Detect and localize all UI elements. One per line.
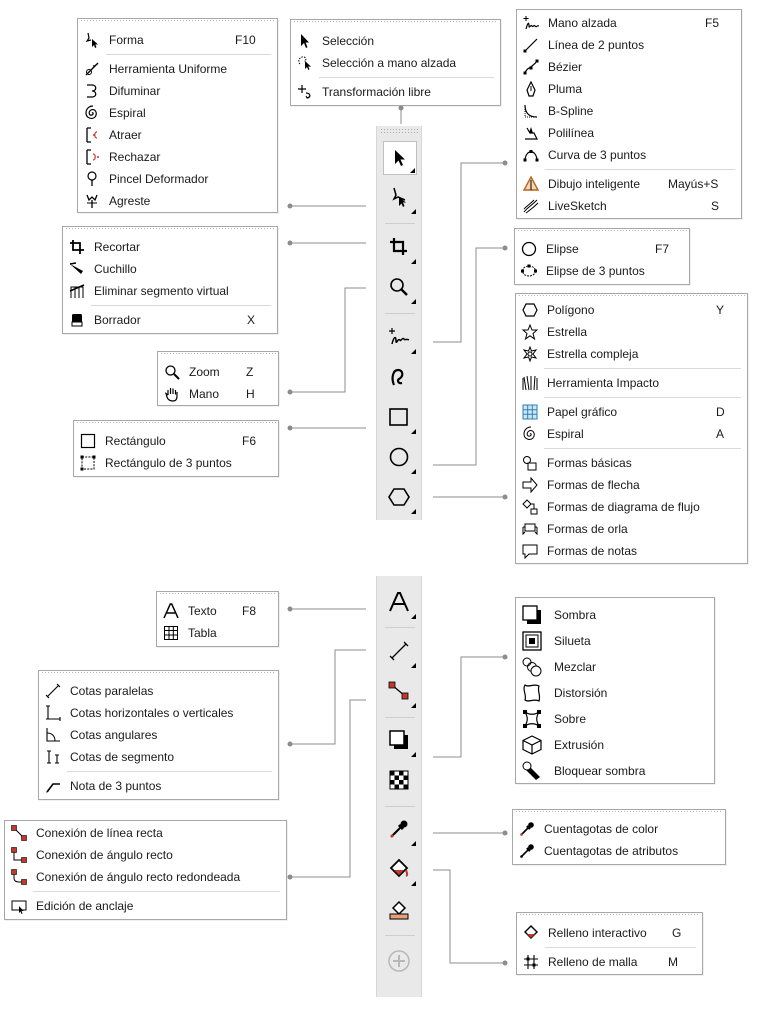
virtual-segment-delete-icon (69, 283, 85, 299)
menu-item-label: Edición de anclaje (36, 899, 134, 913)
rectangle-tools-menu (73, 420, 279, 477)
freehand-icon (388, 326, 410, 348)
mesh-fill-icon (523, 954, 539, 970)
menu-item-forma[interactable] (78, 29, 277, 51)
menu-item-poligono[interactable] (516, 299, 747, 321)
graph-paper-icon (522, 404, 538, 420)
block-shadow-icon (522, 761, 542, 781)
ellipse-tool[interactable] (383, 441, 417, 475)
smear-icon (84, 83, 100, 99)
rectangle-icon (80, 433, 96, 449)
menu-item-formas-orla[interactable] (516, 518, 747, 540)
menu-item-relleno-interactivo[interactable] (517, 922, 702, 944)
menu-item-cotas-angulares[interactable] (39, 724, 278, 746)
menu-item-silueta[interactable] (516, 628, 714, 654)
menu-separator (544, 397, 741, 398)
attract-icon (84, 127, 100, 143)
menu-item-shortcut: Mayús+S (668, 177, 719, 191)
menu-item-label: Elipse (546, 242, 579, 256)
three-point-ellipse-icon (521, 263, 537, 279)
toolbox-separator (385, 935, 415, 936)
smudge-brush-icon (84, 171, 100, 187)
menu-item-cotas-paralelas[interactable] (39, 680, 278, 702)
free-transform-icon (297, 84, 313, 100)
eyedropper-tools-menu (512, 809, 726, 865)
text-tools-menu (156, 591, 279, 647)
menu-item-label: Elipse de 3 puntos (546, 264, 645, 278)
menu-item-mano-alzada[interactable] (517, 12, 741, 34)
envelope-icon (522, 709, 542, 729)
polyline-icon (523, 125, 539, 141)
toolbox-separator (385, 627, 415, 628)
checkerboard-icon (388, 769, 410, 791)
twirl-icon (84, 105, 100, 121)
hand-pan-icon (164, 386, 180, 402)
arrow-cursor-icon (389, 147, 411, 169)
menu-item-label: Formas de diagrama de flujo (547, 500, 700, 514)
transparency-tool[interactable] (383, 764, 417, 798)
two-point-line-icon (523, 37, 539, 53)
rounded-right-angle-connector-icon (11, 869, 27, 885)
interactive-fill-tool[interactable] (383, 853, 417, 887)
menu-item-label: Cuchillo (94, 262, 137, 276)
rectangle-icon (388, 406, 410, 428)
knife-icon (69, 261, 85, 277)
color-eyedropper-tool[interactable] (383, 813, 417, 847)
artistic-media-tool[interactable] (383, 361, 417, 395)
eraser-icon (69, 312, 85, 328)
toolbox-separator (385, 806, 415, 807)
angular-dimension-icon (45, 727, 61, 743)
menu-item-label: Bloquear sombra (554, 764, 646, 778)
menu-separator (106, 54, 271, 55)
menu-item-espiral[interactable] (78, 102, 277, 124)
menu-item-sobre[interactable] (516, 706, 714, 732)
menu-item-shortcut: G (672, 926, 682, 940)
menu-item-label: Herramienta Impacto (547, 376, 660, 390)
menu-item-label: Formas de orla (547, 522, 628, 536)
ellipse-icon (388, 446, 410, 468)
menu-item-papel-grafico[interactable] (516, 401, 747, 423)
smart-drawing-icon (523, 176, 539, 192)
anchor-edit-icon (11, 898, 27, 914)
menu-item-label: Línea de 2 puntos (548, 38, 645, 52)
livesketch-icon (523, 198, 539, 214)
menu-item-b-spline[interactable] (517, 100, 741, 122)
menu-item-sombra[interactable] (516, 602, 714, 628)
menu-item-nota-3-puntos[interactable] (39, 775, 278, 797)
connector-tool[interactable] (383, 675, 417, 709)
menu-separator (545, 947, 696, 948)
menu-grip (518, 294, 745, 298)
menu-separator (545, 169, 735, 170)
menu-item-conexion-angulo-recto-redondeada[interactable] (5, 866, 286, 888)
menu-item-label: Mano alzada (548, 16, 617, 30)
rectangle-tool[interactable] (383, 401, 417, 435)
menu-item-cotas-horizontales-verticales[interactable] (39, 702, 278, 724)
menu-item-label: Espiral (547, 427, 584, 441)
menu-grip (517, 229, 687, 233)
menu-item-label: Atraer (109, 128, 142, 142)
menu-separator (33, 891, 280, 892)
curve-tools-menu (516, 9, 742, 219)
menu-item-formas-notas[interactable] (516, 540, 747, 562)
menu-item-shortcut: D (716, 405, 725, 419)
menu-item-eliminar-segmento-virtual[interactable] (63, 280, 277, 302)
magnifier-icon (388, 276, 410, 298)
freehand-pick-icon (297, 55, 313, 71)
menu-item-label: Cotas horizontales o verticales (70, 706, 234, 720)
color-eyedropper-icon (519, 821, 535, 837)
smart-fill-icon (388, 898, 410, 920)
menu-item-shortcut: F5 (705, 16, 720, 30)
menu-item-mezclar[interactable] (516, 654, 714, 680)
zoom-tools-menu (157, 351, 279, 406)
menu-item-label: B-Spline (548, 104, 594, 118)
menu-item-pincel-deformador[interactable] (78, 168, 277, 190)
toolbox-separator (385, 223, 415, 224)
menu-item-livesketch[interactable] (517, 195, 741, 217)
crop-icon (69, 239, 85, 255)
menu-item-atraer[interactable] (78, 124, 277, 146)
menu-item-label: Agreste (109, 194, 151, 208)
menu-item-label: Difuminar (109, 84, 161, 98)
polygon-tool[interactable] (383, 481, 417, 515)
connector-icon (388, 680, 410, 702)
menu-item-label: Transformación libre (322, 85, 431, 99)
menu-item-shortcut: M (668, 955, 678, 969)
menu-item-difuminar[interactable] (78, 80, 277, 102)
toolbox-separator (385, 717, 415, 718)
repel-icon (84, 149, 100, 165)
menu-item-label: LiveSketch (548, 199, 607, 213)
menu-item-label: Rechazar (109, 150, 161, 164)
menu-item-seleccion[interactable] (291, 30, 500, 52)
menu-item-label: Extrusión (554, 738, 605, 752)
drop-shadow-icon (522, 605, 542, 625)
freehand-icon (523, 15, 539, 31)
menu-item-shortcut: Z (246, 365, 254, 379)
menu-item-shortcut: H (246, 387, 255, 401)
blend-icon (522, 657, 542, 677)
menu-item-label: Formas de notas (547, 544, 638, 558)
menu-item-label: Selección a mano alzada (322, 56, 457, 70)
menu-item-formas-diagrama-flujo[interactable] (516, 496, 747, 518)
star-icon (522, 324, 538, 340)
menu-item-label: Distorsión (554, 686, 608, 700)
three-point-rectangle-icon (80, 455, 96, 471)
menu-item-formas-basicas[interactable] (516, 452, 747, 474)
menu-item-conexion-angulo-recto[interactable] (5, 844, 286, 866)
menu-item-label: Curva de 3 puntos (548, 148, 647, 162)
ellipse-icon (521, 241, 537, 257)
menu-item-label: Estrella compleja (547, 347, 639, 361)
menu-item-label: Conexión de ángulo recto (36, 848, 173, 862)
drop-shadow-tool[interactable] (383, 724, 417, 758)
toolbox-separator (385, 313, 415, 314)
menu-item-label: Polígono (547, 303, 595, 317)
menu-item-label: Cuentagotas de color (544, 822, 659, 836)
menu-item-label: Estrella (547, 325, 588, 339)
menu-item-label: Papel gráfico (547, 405, 618, 419)
polygon-tools-menu (515, 293, 748, 564)
menu-item-rectangulo-3-puntos[interactable] (74, 452, 278, 474)
roughen-icon (84, 193, 100, 209)
shape-tools-menu (77, 18, 278, 213)
menu-item-label: Formas básicas (547, 456, 632, 470)
bezier-icon (523, 59, 539, 75)
menu-item-conexion-linea-recta[interactable] (5, 822, 286, 844)
connector-tools-menu (4, 820, 287, 920)
menu-item-cotas-segmento[interactable] (39, 746, 278, 768)
text-a-icon (388, 591, 410, 613)
menu-item-label: Cotas angulares (70, 728, 158, 742)
paint-bucket-icon (388, 858, 410, 880)
attributes-eyedropper-icon (519, 843, 535, 859)
paint-bucket-icon (523, 925, 539, 941)
menu-separator (319, 77, 494, 78)
straight-connector-icon (11, 825, 27, 841)
menu-item-cuentagotas-color[interactable] (513, 818, 725, 840)
artistic-media-icon (388, 366, 410, 388)
menu-item-label: Eliminar segmento virtual (94, 284, 229, 298)
menu-item-distorsion[interactable] (516, 680, 714, 706)
menu-item-shortcut: F6 (242, 434, 257, 448)
menu-item-cuentagotas-atributos[interactable] (513, 840, 725, 862)
table-icon (163, 625, 179, 641)
menu-grip (65, 227, 275, 231)
menu-item-label: Selección (322, 34, 375, 48)
menu-item-pluma[interactable] (517, 78, 741, 100)
complex-star-icon (522, 346, 538, 362)
dimension-icon (388, 640, 410, 662)
menu-grip (41, 671, 276, 675)
menu-item-label: Recortar (94, 240, 141, 254)
eyedropper-icon (388, 818, 410, 840)
drop-shadow-icon (388, 729, 410, 751)
smooth-tool-icon (84, 61, 100, 77)
parallel-dimension-icon (45, 683, 61, 699)
menu-item-shortcut: X (247, 313, 256, 327)
distort-icon (522, 683, 542, 703)
menu-item-label: Nota de 3 puntos (70, 779, 162, 793)
menu-grip (160, 352, 276, 356)
menu-item-tabla[interactable] (157, 622, 278, 644)
menu-item-label: Pincel Deformador (109, 172, 209, 186)
menu-item-label: Tabla (188, 626, 217, 640)
menu-item-shortcut: F10 (235, 33, 256, 47)
menu-item-label: Pluma (548, 82, 583, 96)
dimension-tool[interactable] (383, 635, 417, 669)
menu-item-borrador[interactable] (63, 309, 277, 331)
menu-item-shortcut: F8 (242, 604, 257, 618)
menu-item-curva-3-puntos[interactable] (517, 144, 741, 166)
menu-item-label: Borrador (94, 313, 141, 327)
selection-tool[interactable] (383, 141, 417, 175)
menu-separator (67, 771, 272, 772)
menu-item-label: Mezclar (554, 660, 597, 674)
flowchart-icon (522, 499, 538, 515)
three-point-curve-icon (523, 147, 539, 163)
basic-shapes-icon (522, 455, 538, 471)
menu-item-shortcut: S (711, 199, 720, 213)
menu-item-agreste[interactable] (78, 190, 277, 212)
menu-grip (76, 421, 276, 425)
pen-nib-icon (523, 81, 539, 97)
right-angle-connector-icon (11, 847, 27, 863)
menu-item-herramienta-impacto[interactable] (516, 372, 747, 394)
crop-tools-menu (62, 226, 278, 334)
selection-tools-menu (290, 19, 501, 106)
arrow-shape-icon (522, 477, 538, 493)
menu-item-label: Mano (189, 387, 220, 401)
menu-grip (293, 20, 498, 24)
menu-item-cuchillo[interactable] (63, 258, 277, 280)
menu-separator (91, 305, 271, 306)
menu-item-label: Dibujo inteligente (548, 177, 641, 191)
smart-fill-tool[interactable] (383, 893, 417, 927)
menu-item-seleccion-mano-alzada[interactable] (291, 52, 500, 74)
menu-item-formas-flecha[interactable] (516, 474, 747, 496)
menu-item-linea-2-puntos[interactable] (517, 34, 741, 56)
menu-item-herramienta-uniforme[interactable] (78, 58, 277, 80)
arrow-cursor-icon (297, 33, 313, 49)
menu-item-label: Cotas de segmento (70, 750, 175, 764)
menu-item-label: Bézier (548, 60, 583, 74)
contour-icon (522, 631, 542, 651)
text-a-icon (163, 603, 179, 619)
menu-grip (519, 913, 700, 917)
dimension-tools-menu (38, 670, 279, 800)
menu-item-recortar[interactable] (63, 236, 277, 258)
menu-item-label: Texto (188, 604, 217, 618)
menu-item-label: Sobre (554, 712, 587, 726)
menu-item-dibujo-inteligente[interactable] (517, 173, 741, 195)
toolbox-grip[interactable] (380, 128, 418, 134)
menu-item-estrella-compleja[interactable] (516, 343, 747, 365)
menu-item-shortcut: A (716, 427, 725, 441)
menu-item-zoom[interactable] (158, 361, 278, 383)
three-point-callout-icon (45, 778, 61, 794)
menu-item-label: Polilínea (548, 126, 595, 140)
menu-item-label: Forma (109, 33, 144, 47)
menu-item-mano[interactable] (158, 383, 278, 405)
menu-separator (544, 448, 741, 449)
menu-item-shortcut: Y (716, 303, 725, 317)
menu-item-transformacion-libre[interactable] (291, 81, 500, 103)
menu-item-rechazar[interactable] (78, 146, 277, 168)
menu-item-polilinea[interactable] (517, 122, 741, 144)
menu-item-extrusion[interactable] (516, 732, 714, 758)
text-tool[interactable] (383, 586, 417, 620)
menu-grip (515, 810, 723, 814)
menu-item-edicion-anclaje[interactable] (5, 895, 286, 917)
segment-dimension-icon (45, 749, 61, 765)
horizontal-vertical-dimension-icon (45, 705, 61, 721)
freehand-tool[interactable] (383, 321, 417, 355)
menu-item-relleno-malla[interactable] (517, 951, 702, 973)
banner-icon (522, 521, 538, 537)
extrude-icon (522, 735, 542, 755)
crop-icon (388, 236, 410, 258)
add-tool-button[interactable] (383, 945, 417, 979)
shape-node-icon (388, 186, 410, 208)
hexagon-icon (388, 486, 410, 508)
menu-item-label: Zoom (189, 365, 220, 379)
zoom-tool[interactable] (383, 271, 417, 305)
ellipse-tools-menu (514, 228, 690, 285)
menu-item-espiral-forma[interactable] (516, 423, 747, 445)
impact-icon (522, 375, 538, 391)
menu-item-label: Conexión de ángulo recto redondeada (36, 870, 241, 884)
menu-item-label: Silueta (554, 634, 591, 648)
spiral-icon (522, 426, 538, 442)
plus-circle-icon (388, 950, 410, 972)
menu-item-label: Sombra (554, 608, 597, 622)
menu-item-elipse[interactable] (515, 238, 689, 260)
menu-item-elipse-3-puntos[interactable] (515, 260, 689, 282)
menu-separator (544, 368, 741, 369)
menu-grip (159, 592, 276, 596)
menu-item-bezier[interactable] (517, 56, 741, 78)
fill-tools-menu (516, 912, 703, 975)
b-spline-icon (523, 103, 539, 119)
shape-node-icon (84, 32, 100, 48)
menu-item-estrella[interactable] (516, 321, 747, 343)
menu-item-rectangulo[interactable] (74, 430, 278, 452)
magnifier-icon (164, 364, 180, 380)
menu-item-label: Cotas paralelas (70, 684, 154, 698)
menu-item-texto[interactable] (157, 600, 278, 622)
menu-item-label: Conexión de línea recta (36, 826, 163, 840)
menu-item-label: Relleno interactivo (548, 926, 647, 940)
hexagon-icon (522, 302, 538, 318)
menu-item-label: Relleno de malla (548, 955, 638, 969)
menu-grip (80, 19, 275, 23)
menu-item-label: Espiral (109, 106, 146, 120)
menu-item-label: Rectángulo de 3 puntos (105, 456, 232, 470)
menu-item-label: Herramienta Uniforme (109, 62, 228, 76)
callout-icon (522, 543, 538, 559)
menu-item-bloquear-sombra[interactable] (516, 758, 714, 784)
menu-item-label: Cuentagotas de atributos (544, 844, 679, 858)
menu-item-label: Rectángulo (105, 434, 166, 448)
crop-tool[interactable] (383, 231, 417, 265)
menu-item-shortcut: F7 (655, 242, 670, 256)
menu-item-label: Formas de flecha (547, 478, 640, 492)
shape-tool[interactable] (383, 181, 417, 215)
effects-tools-menu (515, 597, 715, 784)
